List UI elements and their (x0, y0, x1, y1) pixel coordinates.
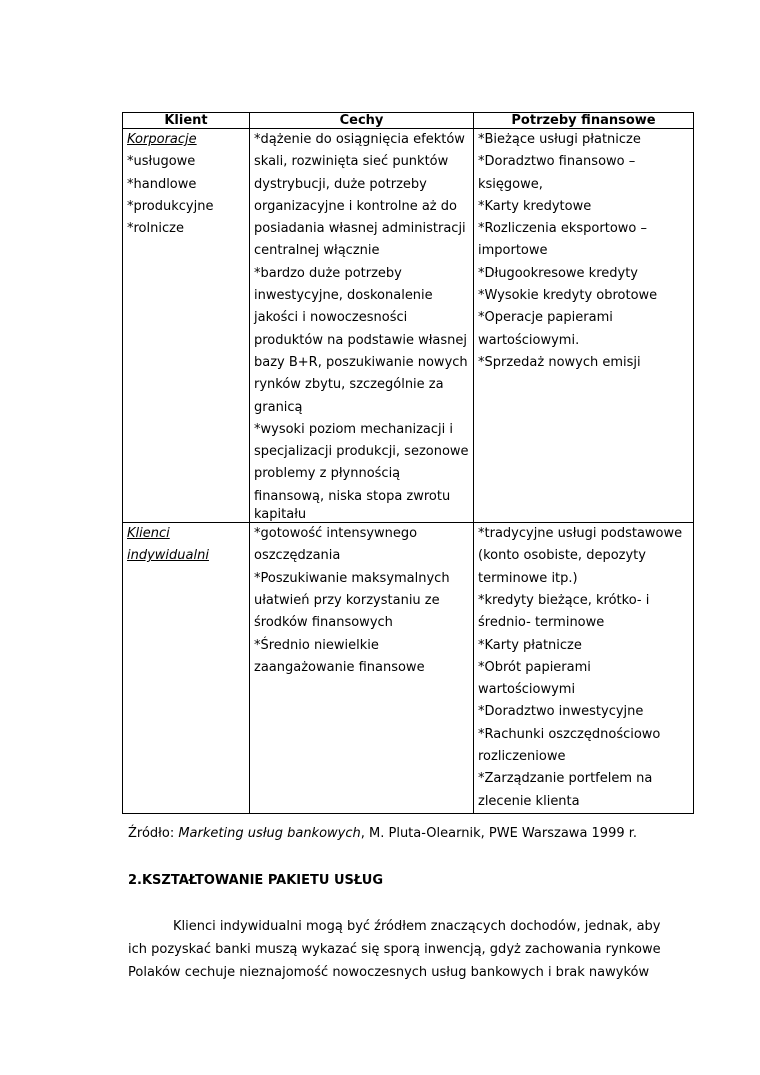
table-row-individuals (123, 523, 694, 814)
feature-line: ułatwień przy korzystaniu ze (254, 592, 440, 608)
feature-line: centralnej włącznie (254, 243, 380, 259)
need-line: terminowe itp.) (478, 570, 578, 586)
client-cell (123, 129, 250, 523)
source-title: Marketing usług bankowych (178, 826, 361, 841)
feature-line: *Poszukiwanie maksymalnych (254, 570, 450, 586)
needs-cell (474, 129, 694, 523)
client-line: Korporacje (127, 132, 197, 147)
client-needs-table (122, 112, 694, 814)
need-line: *Karty kredytowe (478, 198, 592, 214)
feature-line: rynków zbytu, szczególnie za (254, 377, 444, 393)
need-line: *Bieżące usługi płatnicze (478, 132, 641, 147)
source-suffix: , M. Pluta-Olearnik, PWE Warszawa 1999 r. (360, 826, 638, 841)
features-cell (250, 523, 474, 814)
need-line: *Długookresowe kredyty (478, 265, 638, 281)
client-line: Klienci (127, 526, 170, 542)
client-cell (123, 523, 250, 814)
feature-line: specjalizacji produkcji, sezonowe (254, 444, 469, 460)
features-cell (250, 129, 474, 523)
feature-line: produktów na podstawie własnej (254, 332, 468, 348)
feature-line: *bardzo duże potrzeby (254, 265, 402, 281)
feature-line: *wysoki poziom mechanizacji i (254, 421, 453, 437)
need-line: importowe (478, 243, 548, 259)
feature-line: jakości i nowoczesności (254, 310, 408, 326)
need-line: *Obrót papierami (478, 659, 591, 675)
need-line: *Sprzedaż nowych emisji (478, 354, 641, 370)
header-features: Cechy (250, 113, 474, 129)
feature-line: *gotowość intensywnego (254, 526, 418, 542)
paragraph-line: ich pozyskać banki muszą wykazać się sporą inwencją, gdyż zachowania rynkowe (128, 942, 661, 957)
client-line: *produkcyjne (127, 198, 214, 214)
feature-line: problemy z płynnością (254, 466, 401, 482)
feature-line: zaangażowanie finansowe (254, 659, 425, 675)
feature-line: oszczędzania (254, 548, 341, 564)
need-line: zlecenie klienta (478, 793, 580, 809)
client-line: indywidualni (127, 548, 209, 564)
client-line: *usługowe (127, 154, 196, 170)
feature-line: bazy B+R, poszukiwanie nowych (254, 354, 468, 370)
need-line: *kredyty bieżące, krótko- i (478, 592, 650, 608)
need-line: wartościowymi. (478, 332, 580, 348)
need-line: księgowe, (478, 176, 543, 192)
feature-line: kapitału (254, 508, 307, 523)
need-line: *Karty płatnicze (478, 637, 582, 653)
need-line: średnio- terminowe (478, 615, 605, 631)
header-client: Klient (123, 113, 250, 129)
section-heading: 2.KSZTAŁTOWANIE PAKIETU USŁUG (128, 873, 383, 888)
need-line: *tradycyjne usługi podstawowe (478, 526, 683, 542)
feature-line: inwestycyjne, doskonalenie (254, 288, 433, 304)
body-paragraph (128, 915, 661, 984)
client-line: *handlowe (127, 176, 197, 192)
source-prefix: Źródło: (128, 826, 179, 841)
feature-line: *Średnio niewielkie (254, 637, 379, 653)
need-line: *Rozliczenia eksportowo – (478, 221, 647, 237)
feature-line: finansową, niska stopa zwrotu (254, 488, 451, 504)
need-line: *Doradztwo finansowo – (478, 154, 636, 170)
need-line: (konto osobiste, depozyty (478, 548, 646, 564)
needs-cell (474, 523, 694, 814)
feature-line: posiadania własnej administracji (254, 221, 466, 237)
table-row-corporations (123, 129, 694, 523)
header-needs: Potrzeby finansowe (474, 113, 694, 129)
need-line: *Zarządzanie portfelem na (478, 771, 653, 787)
feature-line: organizacyjne i kontrolne aż do (254, 198, 457, 214)
need-line: rozliczeniowe (478, 749, 566, 765)
need-line: *Rachunki oszczędnościowo (478, 726, 661, 742)
paragraph-line: Klienci indywidualni mogą być źródłem znaczących dochodów, jednak, aby (173, 919, 661, 934)
need-line: *Operacje papierami (478, 310, 613, 326)
need-line: wartościowymi (478, 682, 576, 698)
feature-line: środków finansowych (254, 615, 393, 631)
need-line: *Doradztwo inwestycyjne (478, 704, 644, 720)
table-header-row (123, 113, 694, 129)
need-line: *Wysokie kredyty obrotowe (478, 288, 658, 304)
feature-line: skali, rozwinięta sieć punktów (254, 154, 449, 170)
feature-line: *dążenie do osiągnięcia efektów (254, 132, 465, 147)
paragraph-line: Polaków cechuje nieznajomość nowoczesnych usług bankowych i brak nawyków (128, 965, 650, 980)
feature-line: dystrybucji, duże potrzeby (254, 176, 427, 192)
source-citation (128, 826, 637, 841)
client-line: *rolnicze (127, 221, 184, 237)
feature-line: granicą (254, 399, 303, 415)
